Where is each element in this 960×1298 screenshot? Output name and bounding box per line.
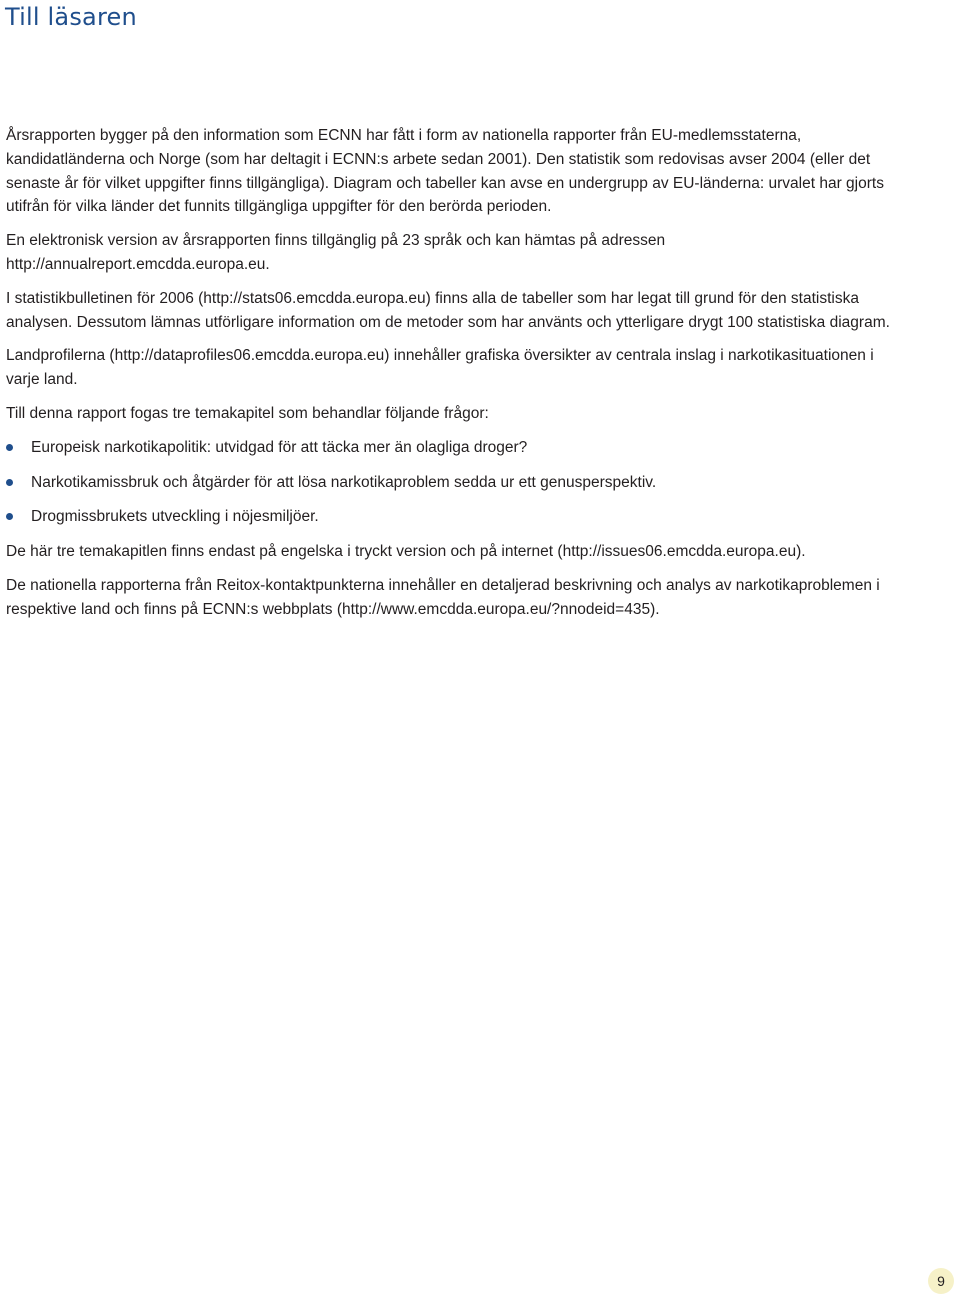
page-number-badge: 9 [928,1268,954,1294]
list-item [6,471,906,495]
paragraph-country-profiles: Landprofilerna (http://dataprofiles06.emcdda.europa.eu) innehåller grafiska översikter av centrala inslag i narkotikasituationen i varje land. [6,347,874,389]
body-text [6,124,906,632]
paragraph-intro: Årsrapporten bygger på den information som ECNN har fått i form av nationella rapporter från EU-medlemsstaterna, kandidatländerna och Norge (som har deltagit i ECNN:s arbete sedan 2001). Den statistik som redovisas avser 2004 (eller det senaste år för vilket uppgifter finns tillgängliga). Diagram och tabeller kan avse en undergrupp av EU-länderna: urvalet har gjorts utifrån för vilka länder det funnits tillgängliga uppgifter för den berörda perioden. [6,127,884,216]
page-title: Till läsaren [5,3,137,31]
bullet-icon [6,444,13,451]
paragraph-national-reports: De nationella rapporterna från Reitox-kontaktpunkterna innehåller en detaljerad beskrivning och analys av narkotikaproblemen i respektive land och finns på ECNN:s webbplats (http://www.emcdda.europa.eu/?nnodeid=435). [6,576,880,618]
list-item [6,505,906,529]
paragraph-electronic-version: En elektronisk version av årsrapporten finns tillgänglig på 23 språk och kan hämtas på adressen http://annualreport.emcdda.europa.eu. [6,232,666,273]
bullet-icon [6,513,13,520]
selected-issues-list [6,436,906,529]
bullet-icon [6,479,13,486]
paragraph-english-only: De här tre temakapitlen finns endast på engelska i tryckt version och på internet (http://issues06.emcdda.europa.eu). [6,543,806,561]
list-item-text: Drogmissbrukets utveckling i nöjesmiljöer. [31,508,319,526]
list-item-text: Europeisk narkotikapolitik: utvidgad för att täcka mer än olagliga droger? [31,438,528,456]
paragraph-statistics-bulletin: I statistikbulletinen för 2006 (http://stats06.emcdda.europa.eu) finns alla de tabeller som har legat till grund för den statistiska analysen. Dessutom lämnas utförligare information om de metoder som har använts och ytterligare drygt 100 statistiska diagram. [6,289,890,331]
list-item-text: Narkotikamissbruk och åtgärder för att lösa narkotikaproblem sedda ur ett genusperspektiv. [31,473,657,491]
list-item [6,436,906,460]
paragraph-selected-issues-intro: Till denna rapport fogas tre temakapitel som behandlar följande frågor: [6,404,489,422]
